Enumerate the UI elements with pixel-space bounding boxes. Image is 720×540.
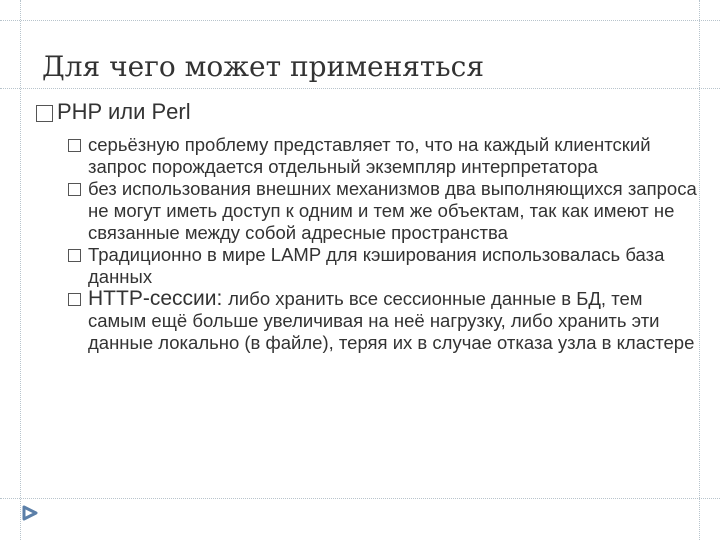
bottom-divider: [0, 498, 720, 499]
list-item: [68, 288, 698, 354]
top-divider: [0, 20, 720, 21]
list-item: [68, 134, 698, 178]
title-divider: [0, 88, 720, 89]
bullet-text: серьёзную проблему представляет то, что на каждый клиентский запрос порождается отдельный экземпляр интерпретатора: [88, 134, 651, 177]
list-item: [68, 244, 698, 288]
bullet-text: Традиционно в мире LAMP для кэширования использовалась база данных: [88, 244, 665, 287]
checkbox-bullet-icon: [68, 293, 81, 306]
next-slide-arrow-icon[interactable]: [22, 505, 40, 521]
checkbox-bullet-icon: [68, 139, 81, 152]
level1-bullet: [36, 99, 191, 125]
bullet-lead: HTTP-сессии:: [88, 287, 229, 310]
checkbox-bullet-icon: [36, 105, 53, 122]
level1-text: PHP или Perl: [57, 99, 191, 124]
checkbox-bullet-icon: [68, 249, 81, 262]
right-guide: [699, 0, 700, 540]
bullet-list: [68, 134, 698, 354]
bullet-text: либо хранить все сессионные данные в БД, тем самым ещё больше увеличивая на неё нагрузку, либо хранить эти данные локально (в файле), теряя их в случае отказа узла в кластере: [88, 288, 695, 353]
bullet-text: без использования внешних механизмов два выполняющихся запроса не могут иметь доступ к одним и тем же объектам, так как имеют не связанные между собой адресные пространства: [88, 178, 697, 243]
list-item: [68, 178, 698, 244]
slide-title: Для чего может применяться: [42, 50, 484, 83]
checkbox-bullet-icon: [68, 183, 81, 196]
left-guide: [20, 0, 21, 540]
